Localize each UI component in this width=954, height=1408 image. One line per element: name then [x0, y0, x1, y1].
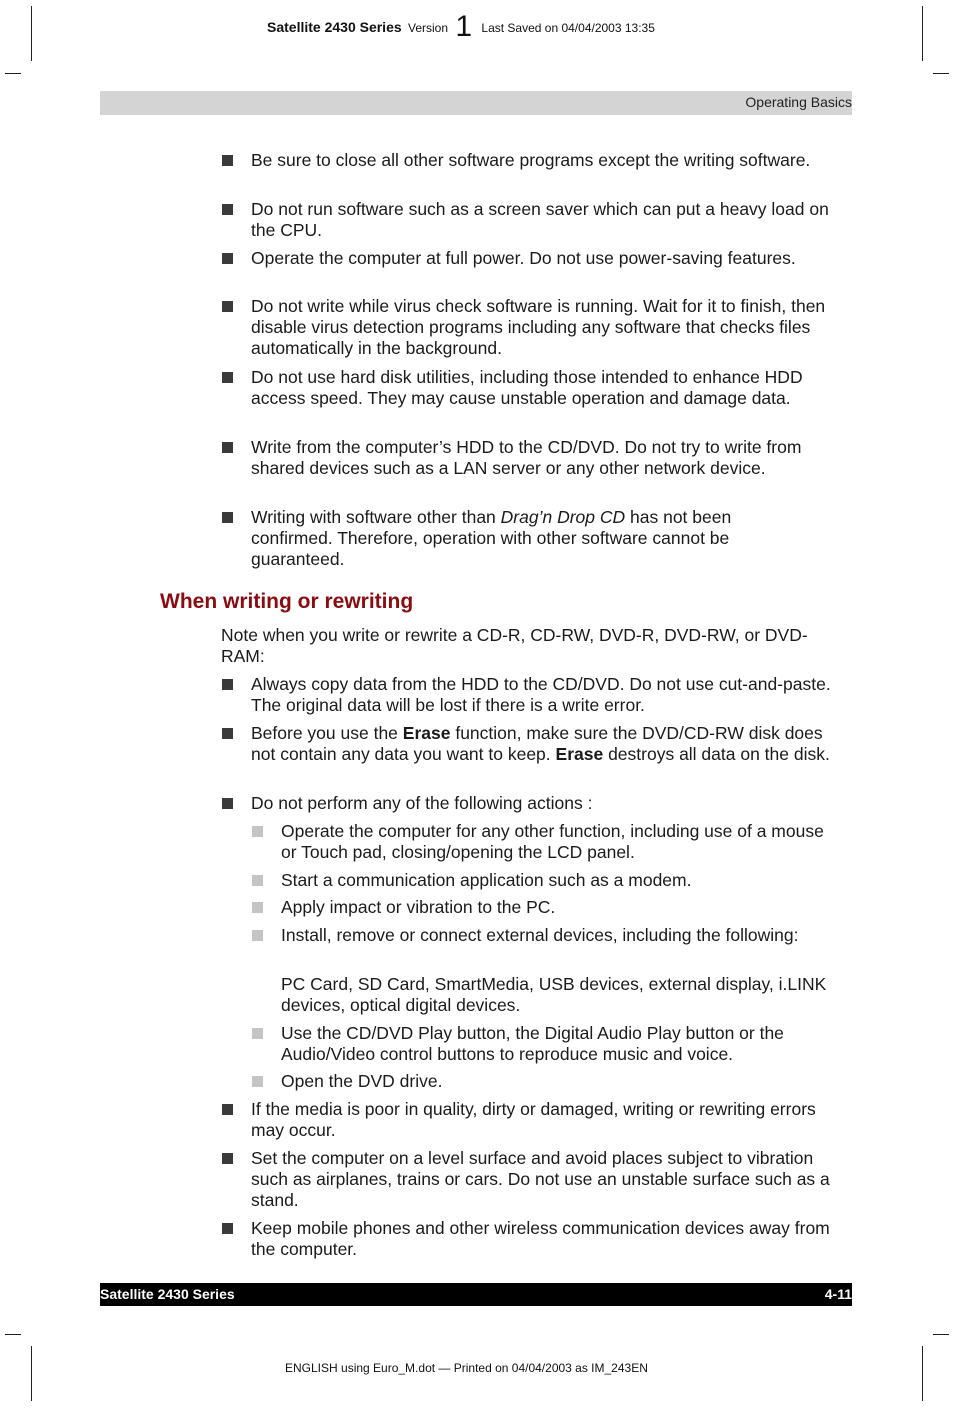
list-item: Always copy data from the HDD to the CD/DVD. Do not use cut-and-paste. The original data will be lost if there is a write error.	[251, 674, 831, 715]
crop-mark	[5, 73, 21, 74]
document-header	[267, 10, 655, 43]
bullet-marker	[222, 512, 233, 523]
list-item	[251, 723, 849, 765]
bullet-marker	[222, 1104, 233, 1115]
bullet-marker	[222, 253, 233, 264]
sub-bullet-marker	[252, 1076, 263, 1087]
text-run: destroys all data on the disk.	[603, 744, 830, 764]
version-number: 1	[455, 10, 473, 43]
section-heading: When writing or rewriting	[160, 590, 414, 613]
crop-mark	[5, 1334, 21, 1335]
bullet-marker	[222, 1153, 233, 1164]
bullet-marker	[222, 155, 233, 166]
sub-bullet-marker	[252, 826, 263, 837]
bullet-marker	[222, 442, 233, 453]
sub-list-item: Apply impact or vibration to the PC.	[281, 897, 556, 917]
list-item: Do not use hard disk utilities, including those intended to enhance HDD access speed. They may cause unstable operation and damage data.	[251, 367, 803, 408]
last-saved: Last Saved on 04/04/2003 13:35	[481, 21, 655, 35]
crop-mark	[922, 6, 923, 61]
print-info: ENGLISH using Euro_M.dot — Printed on 04/04/2003 as IM_243EN	[285, 1361, 648, 1375]
text-run: function, make sure the DVD/CD-RW disk does not contain any data you want to keep.	[251, 723, 823, 764]
sub-bullet-marker	[252, 930, 263, 941]
product-name: Satellite 2430 Series	[267, 19, 402, 35]
list-item: Do not run software such as a screen saver which can put a heavy load on the CPU.	[251, 199, 829, 240]
section-band	[100, 91, 852, 115]
text-run: Writing with software other than	[251, 507, 501, 527]
sub-bullet-marker	[252, 1028, 263, 1039]
product-name-emphasis: Drag’n Drop CD	[500, 507, 626, 527]
crop-mark	[922, 1346, 923, 1401]
sub-list-item: Operate the computer for any other function, including use of a mouse or Touch pad, closing/opening the LCD panel.	[281, 821, 824, 862]
list-item: Be sure to close all other software programs except the writing software.	[251, 150, 811, 170]
list-item: Set the computer on a level surface and avoid places subject to vibration such as airplanes, trains or cars. Do not use an unstable surface such as a stand.	[251, 1148, 830, 1210]
bullet-marker	[222, 372, 233, 383]
erase-keyword: Erase	[402, 723, 451, 743]
erase-keyword: Erase	[555, 744, 604, 764]
bullet-marker	[222, 728, 233, 739]
sub-list-item: Open the DVD drive.	[281, 1071, 443, 1091]
sub-bullet-marker	[252, 875, 263, 886]
page-number: 4-11	[824, 1286, 852, 1302]
crop-mark	[31, 1346, 32, 1401]
list-item: Write from the computer’s HDD to the CD/DVD. Do not try to write from shared devices such as a LAN server or any other network device.	[251, 437, 802, 478]
bullet-marker	[222, 1223, 233, 1234]
crop-mark	[933, 73, 949, 74]
crop-mark	[933, 1334, 949, 1335]
list-item: If the media is poor in quality, dirty or damaged, writing or rewriting errors may occur.	[251, 1099, 816, 1140]
device-list: PC Card, SD Card, SmartMedia, USB devices, external display, i.LINK devices, optical digital devices.	[281, 974, 827, 1015]
crop-mark	[31, 6, 32, 61]
section-title: Operating Basics	[745, 94, 852, 110]
bullet-marker	[222, 679, 233, 690]
intro-paragraph: Note when you write or rewrite a CD-R, CD-RW, DVD-R, DVD-RW, or DVD-RAM:	[221, 625, 808, 666]
bullet-marker	[222, 301, 233, 312]
text-run: has not been confirmed. Therefore, operation with other software cannot be guaranteed.	[251, 507, 732, 569]
list-item: Keep mobile phones and other wireless communication devices away from the computer.	[251, 1218, 830, 1259]
sub-bullet-marker	[252, 902, 263, 913]
sub-list-item: Use the CD/DVD Play button, the Digital Audio Play button or the Audio/Video control buttons to reproduce music and voice.	[281, 1023, 784, 1064]
text-run: Before you use the	[251, 723, 403, 743]
footer-band	[100, 1283, 852, 1306]
version-label: Version	[408, 21, 449, 35]
list-item: Do not perform any of the following actions :	[251, 793, 593, 813]
footer-product: Satellite 2430 Series	[100, 1286, 235, 1302]
list-item: Operate the computer at full power. Do not use power-saving features.	[251, 248, 796, 268]
bullet-marker	[222, 204, 233, 215]
list-item: Do not write while virus check software is running. Wait for it to finish, then disable virus detection programs including any software that checks files automatically in the background.	[251, 296, 826, 358]
sub-list-item: Start a communication application such as a modem.	[281, 870, 692, 890]
sub-list-item: Install, remove or connect external devices, including the following:	[281, 925, 799, 945]
list-item	[251, 507, 811, 570]
bullet-marker	[222, 798, 233, 809]
